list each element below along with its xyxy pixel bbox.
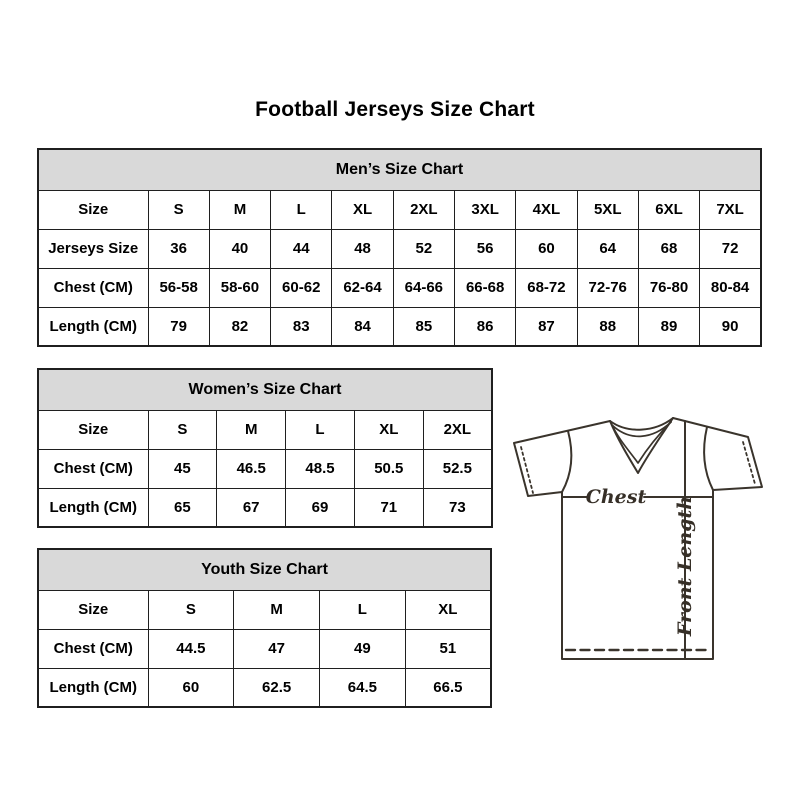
- size-value-cell: 69: [286, 488, 355, 527]
- table-row: [38, 590, 491, 629]
- size-value-cell: 68: [638, 229, 699, 268]
- row-header-cell: Jerseys Size: [38, 229, 148, 268]
- size-value-cell: 50.5: [354, 449, 423, 488]
- row-header-cell: Size: [38, 190, 148, 229]
- size-value-cell: 46.5: [217, 449, 286, 488]
- jersey-measurement-diagram: [500, 398, 775, 683]
- size-value-cell: 6XL: [638, 190, 699, 229]
- size-value-cell: L: [271, 190, 332, 229]
- size-value-cell: 72-76: [577, 268, 638, 307]
- size-value-cell: 66.5: [405, 668, 491, 707]
- table-row: [38, 668, 491, 707]
- size-value-cell: 68-72: [516, 268, 577, 307]
- size-value-cell: M: [209, 190, 270, 229]
- size-value-cell: M: [234, 590, 320, 629]
- size-value-cell: 3XL: [454, 190, 515, 229]
- size-value-cell: 60-62: [271, 268, 332, 307]
- size-value-cell: 66-68: [454, 268, 515, 307]
- right-cuff-stitch: [743, 442, 755, 484]
- size-value-cell: 2XL: [393, 190, 454, 229]
- size-value-cell: S: [148, 410, 217, 449]
- row-header-cell: Chest (CM): [38, 449, 148, 488]
- size-value-cell: 85: [393, 307, 454, 346]
- size-value-cell: 58-60: [209, 268, 270, 307]
- chest-measure-label: Chest: [585, 486, 647, 508]
- size-value-cell: 62.5: [234, 668, 320, 707]
- table-row: [38, 488, 492, 527]
- size-value-cell: 83: [271, 307, 332, 346]
- size-value-cell: 90: [700, 307, 761, 346]
- size-value-cell: 62-64: [332, 268, 393, 307]
- size-value-cell: 67: [217, 488, 286, 527]
- size-value-cell: 56: [454, 229, 515, 268]
- size-value-cell: XL: [405, 590, 491, 629]
- size-value-cell: 72: [700, 229, 761, 268]
- size-value-cell: 47: [234, 629, 320, 668]
- size-value-cell: L: [286, 410, 355, 449]
- size-value-cell: 44.5: [148, 629, 234, 668]
- womens-size-table: [37, 368, 493, 528]
- size-value-cell: L: [320, 590, 406, 629]
- size-value-cell: 71: [354, 488, 423, 527]
- size-value-cell: S: [148, 190, 209, 229]
- size-value-cell: 88: [577, 307, 638, 346]
- size-value-cell: 89: [638, 307, 699, 346]
- mens-size-table: [37, 148, 762, 347]
- size-value-cell: 45: [148, 449, 217, 488]
- size-value-cell: XL: [332, 190, 393, 229]
- size-value-cell: 64: [577, 229, 638, 268]
- table-row: [38, 229, 761, 268]
- size-value-cell: M: [217, 410, 286, 449]
- size-value-cell: 76-80: [638, 268, 699, 307]
- size-value-cell: 4XL: [516, 190, 577, 229]
- table-row: [38, 307, 761, 346]
- size-value-cell: 51: [405, 629, 491, 668]
- size-value-cell: 87: [516, 307, 577, 346]
- size-value-cell: XL: [354, 410, 423, 449]
- size-value-cell: 2XL: [423, 410, 492, 449]
- table-row: [38, 449, 492, 488]
- size-value-cell: 64.5: [320, 668, 406, 707]
- table-row: [38, 410, 492, 449]
- left-cuff-stitch: [521, 447, 533, 493]
- size-value-cell: 86: [454, 307, 515, 346]
- size-value-cell: 80-84: [700, 268, 761, 307]
- men-table-title: Men’s Size Chart: [38, 149, 761, 190]
- size-value-cell: 84: [332, 307, 393, 346]
- women-table-title: Women’s Size Chart: [38, 369, 492, 410]
- size-value-cell: 52.5: [423, 449, 492, 488]
- table-row: [38, 629, 491, 668]
- size-value-cell: 65: [148, 488, 217, 527]
- size-value-cell: 60: [148, 668, 234, 707]
- size-value-cell: 60: [516, 229, 577, 268]
- table-row: [38, 268, 761, 307]
- table-row: [38, 190, 761, 229]
- page-title: Football Jerseys Size Chart: [255, 98, 535, 121]
- size-value-cell: 82: [209, 307, 270, 346]
- size-value-cell: 48.5: [286, 449, 355, 488]
- left-armhole-seam: [562, 431, 571, 492]
- jersey-diagram-svg: [500, 398, 775, 683]
- row-header-cell: Size: [38, 590, 148, 629]
- size-value-cell: S: [148, 590, 234, 629]
- size-value-cell: 5XL: [577, 190, 638, 229]
- size-value-cell: 7XL: [700, 190, 761, 229]
- youth-table-title: Youth Size Chart: [38, 549, 491, 590]
- row-header-cell: Length (CM): [38, 307, 148, 346]
- front-length-measure-label: Front Length: [674, 495, 696, 637]
- row-header-cell: Length (CM): [38, 488, 148, 527]
- row-header-cell: Chest (CM): [38, 268, 148, 307]
- row-header-cell: Chest (CM): [38, 629, 148, 668]
- size-value-cell: 64-66: [393, 268, 454, 307]
- size-value-cell: 52: [393, 229, 454, 268]
- size-value-cell: 48: [332, 229, 393, 268]
- jersey-outline-icon: [514, 418, 762, 659]
- size-value-cell: 49: [320, 629, 406, 668]
- size-value-cell: 79: [148, 307, 209, 346]
- row-header-cell: Length (CM): [38, 668, 148, 707]
- size-value-cell: 40: [209, 229, 270, 268]
- row-header-cell: Size: [38, 410, 148, 449]
- size-value-cell: 36: [148, 229, 209, 268]
- youth-size-table: [37, 548, 492, 708]
- right-armhole-seam: [704, 427, 713, 490]
- size-value-cell: 73: [423, 488, 492, 527]
- size-value-cell: 44: [271, 229, 332, 268]
- size-value-cell: 56-58: [148, 268, 209, 307]
